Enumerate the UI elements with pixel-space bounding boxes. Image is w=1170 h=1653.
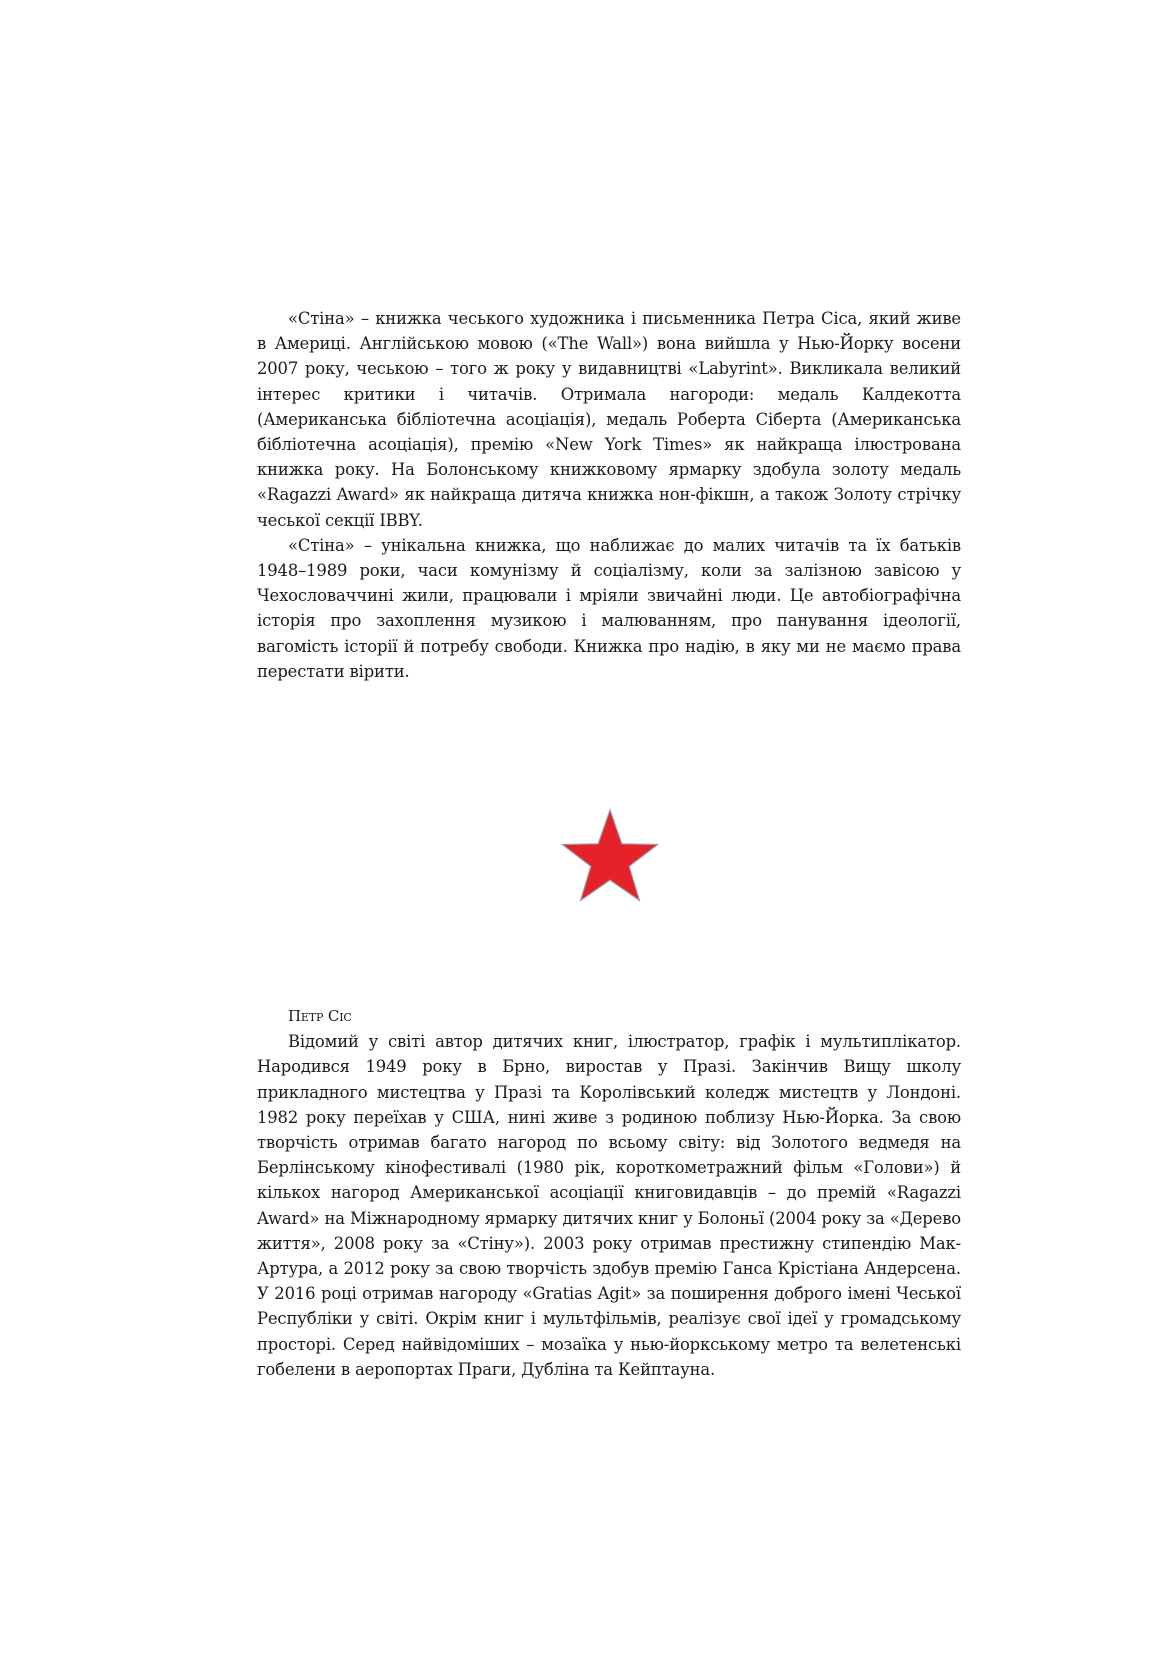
book-description-paragraph: «Стіна» – книжка чеського художника і письменника Петра Сіса, який живе в Америці. Англійською мовою («The Wall») вона вийшла у Нью-Йорку восени 2007 року, чеською – того ж року у видавництві «Labyrint». Викликала великий інтерес критики і читачів. Отримала нагороди: медаль Калдекотта (Американська бібліотечна асоціація), медаль Роберта Сіберта (Американська бібліотечна асоціація), премію «New York Times» як найкраща ілюстрована книжка року. На Болонському книжковому ярмарку здобула золоту медаль «Ragazzi Award» як найкраща дитяча книжка нон-фікшн, а також Золоту стрічку чеської секції IBBY. [257, 309, 961, 530]
book-description [257, 306, 961, 684]
book-description-paragraph: «Стіна» – унікальна книжка, що наближає до малих читачів та їх батьків 1948–1989 роки, часи комунізму й соціалізму, коли за залізною завісою у Чехословаччині жили, працювали і мріяли звичайні люди. Це автобіографічна історія про захоплення музикою і малюванням, про панування ідеології, вагомість історії й потребу свободи. Книжка про надію, в яку ми не маємо права перестати вірити. [257, 535, 961, 681]
author-bio [257, 1004, 961, 1382]
author-bio-paragraph: Відомий у світі автор дитячих книг, ілюстратор, графік і мультиплікатор. Народився 1949 року в Брно, виростав у Празі. Закінчив Вищу школу прикладного мистецтва у Празі та Королівський коледж мистецтв у Лондоні. 1982 року переїхав у США, нині живе з родиною поблизу Нью-Йорка. За свою творчість отримав багато нагород по всьому світу: від Золотого ведмедя на Берлінському кінофестивалі (1980 рік, короткометражний фільм «Голови») й кількох нагород Американської асоціації книговидавців – до премій «Ragazzi Award» на Міжнародному ярмарку дитячих книг у Болоньї (2004 року за «Дерево життя», 2008 року за «Стіну»). 2003 року отримав престижну стипендію Мак-Артура, а 2012 року за свою творчість здобув премію Ганса Крістіана Андерсена. У 2016 році отримав нагороду «Gratias Agit» за поширення доброго імені Чеської Республіки у світі. Окрім книг і мультфільмів, реалізує свої ідеї у громадському просторі. Серед найвідоміших – мозаїка у нью-йоркському метро та велетенські гобелени в аеропортах Праги, Дубліна та Кейптауна. [257, 1032, 961, 1379]
red-star-icon [560, 808, 660, 902]
author-name: Петр Сіс [288, 1007, 352, 1025]
